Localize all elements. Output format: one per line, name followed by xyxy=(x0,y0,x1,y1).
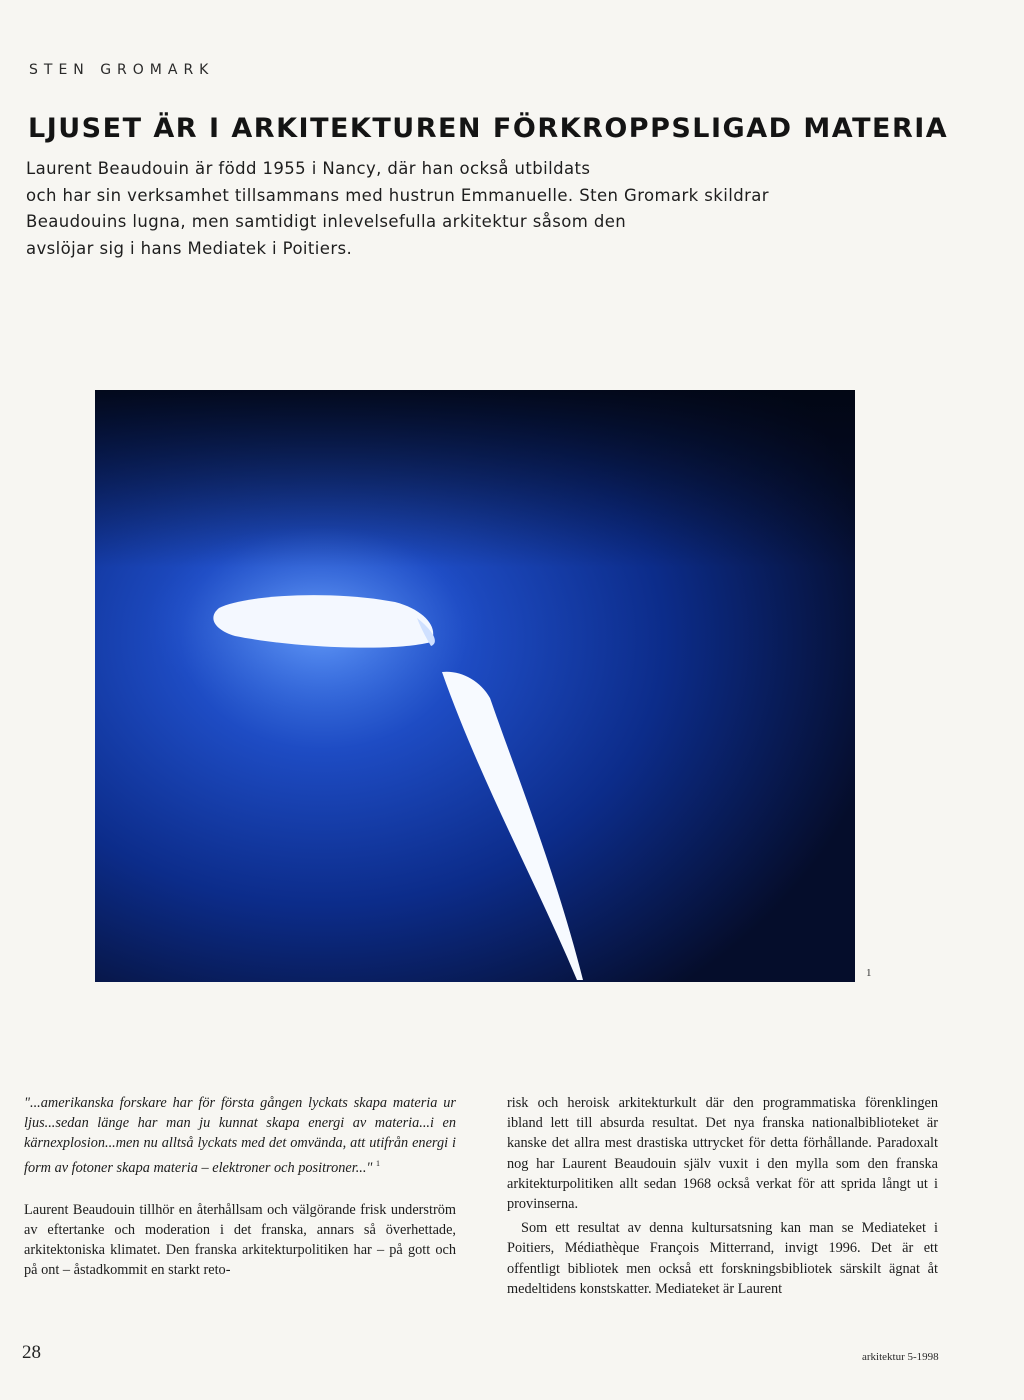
lead-paragraph xyxy=(26,156,786,262)
lead-line: avslöjar sig i hans Mediatek i Poitiers. xyxy=(26,238,353,258)
figure-number: 1 xyxy=(866,967,872,979)
footnote-ref: 1 xyxy=(376,1158,381,1168)
body-paragraph: Som ett resultat av denna kultursatsning kan man se Mediateket i Poitiers, Médiathèque François Mitterrand, invigt 1996. Det är ett offentligt bibliotek men också ett forskningsbibliotek särskilt ägnat åt medeltidens konstskatter. Mediateket är Laurent xyxy=(507,1220,938,1297)
skylight-photo xyxy=(95,390,855,982)
body-paragraph: risk och heroisk arkitekturkult där den programmatiska förenklingen ibland lett till absurda resultat. Det nya franska nationalbiblioteket är kanske det allra mest drastiska uttrycket för detta förhållande. Paradoxalt nog har Laurent Beaudouin själv vuxit i den mylla som den franska arkitekturpolitiken allt sedan 1968 också verkat för att sprida långt ut i provinserna. xyxy=(507,1095,938,1213)
skylight-photo-image xyxy=(95,390,855,982)
body-paragraph: Laurent Beaudouin tillhör en återhållsam och välgörande frisk underström av eftertanke och moderation i det franska, annars så överhettade, arkitektoniska klimatet. Den franska arkitekturpolitiken har – på gott och på ont – åstadkommit en starkt reto- xyxy=(24,1201,456,1279)
lead-line: Laurent Beaudouin är född 1955 i Nancy, där han också utbildats xyxy=(26,159,591,178)
text-column-left xyxy=(24,1093,456,1280)
lead-line: Beaudouins lugna, men samtidigt inlevelsefulla arkitektur såsom den xyxy=(26,212,627,232)
article-title: LJUSET ÄR I ARKITEKTUREN FÖRKROPPSLIGAD MATERIA xyxy=(28,113,949,144)
lead-line: och har sin verksamhet tillsammans med hustrun Emmanuelle. Sten Gromark skildrar xyxy=(26,185,769,205)
publication-footer: arkitektur 5-1998 xyxy=(862,1351,939,1363)
text-column-right xyxy=(507,1093,938,1299)
author-name: STEN GROMARK xyxy=(29,62,215,78)
quote-text: "...amerikanska forskare har för första gången lyckats skapa materia ur ljus...sedan länge har man ju kunnat skapa energi av materia...i en kärnexplosion...men nu alltså lyckats med det omvända, att utifrån energi i form av fotoner skapa materia – elektroner och positroner..." xyxy=(24,1095,456,1176)
epigraph-quote xyxy=(24,1093,456,1178)
page-number: 28 xyxy=(22,1342,41,1363)
